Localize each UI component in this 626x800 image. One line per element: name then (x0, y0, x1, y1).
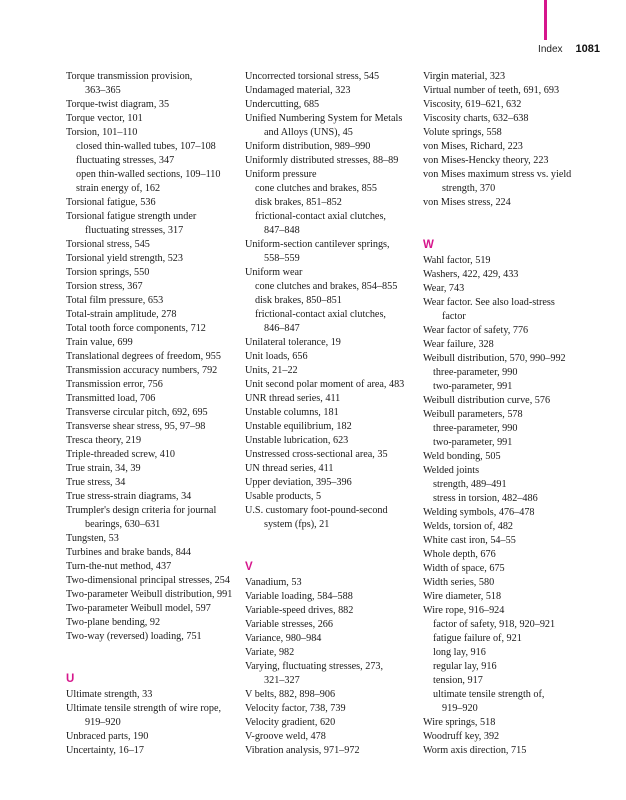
index-subentry: 558–559 (264, 253, 300, 264)
index-entry: Unbraced parts, 190 (66, 731, 149, 742)
index-entry: Wear factor of safety, 776 (423, 325, 529, 336)
index-subentry: cone clutches and brakes, 854–855 (255, 281, 398, 292)
index-entry: Torque transmission provision, (66, 71, 193, 82)
index-entry: Wear failure, 328 (423, 339, 494, 350)
index-entry: Uniform distribution, 989–990 (245, 141, 371, 152)
index-entry: Wire rope, 916–924 (423, 605, 505, 616)
index-entry: V-groove weld, 478 (245, 731, 326, 742)
index-subentry: 919–920 (85, 717, 121, 728)
index-entry: Two-plane bending, 92 (66, 617, 161, 628)
index-subentry: disk brakes, 851–852 (255, 197, 342, 208)
index-entry: Ultimate strength, 33 (66, 689, 153, 700)
index-entry: Ultimate tensile strength of wire rope, (66, 703, 222, 714)
index-entry: Two-parameter Weibull model, 597 (66, 603, 211, 614)
index-subentry: cone clutches and brakes, 855 (255, 183, 377, 194)
index-entry: U.S. customary foot-pound-second (245, 505, 388, 516)
index-subentry: open thin-walled sections, 109–110 (76, 169, 221, 180)
index-entry: Variable-speed drives, 882 (245, 605, 354, 616)
index-entry: True strain, 34, 39 (66, 463, 141, 474)
index-subentry: disk brakes, 850–851 (255, 295, 342, 306)
index-subentry: three-parameter, 990 (433, 423, 518, 434)
index-entry: Trumpler's design criteria for journal (66, 505, 217, 516)
index-entry: Wear, 743 (423, 283, 465, 294)
index-entry: Torsion springs, 550 (66, 267, 150, 278)
index-subentry: system (fps), 21 (264, 519, 330, 530)
index-entry: Wire diameter, 518 (423, 591, 502, 602)
index-entry: Volute springs, 558 (423, 127, 502, 138)
index-subentry: strength, 489–491 (433, 479, 507, 490)
index-entry: Wahl factor, 519 (423, 255, 491, 266)
index-entry: Viscosity charts, 632–638 (423, 113, 529, 124)
index-entry: Unilateral tolerance, 19 (245, 337, 341, 348)
section-letter-heading: V (245, 561, 253, 573)
index-entry: Unstable lubrication, 623 (245, 435, 349, 446)
index-entry: Undamaged material, 323 (245, 85, 351, 96)
index-entry: Viscosity, 619–621, 632 (423, 99, 522, 110)
index-subentry: 847–848 (264, 225, 300, 236)
index-entry: von Mises stress, 224 (423, 197, 511, 208)
index-subentry: ultimate tensile strength of, (433, 689, 545, 700)
index-entry: Usable products, 5 (245, 491, 322, 502)
index-entry: Transverse shear stress, 95, 97–98 (66, 421, 206, 432)
index-entry: Vibration analysis, 971–972 (245, 745, 360, 756)
index-subentry: and Alloys (UNS), 45 (264, 127, 353, 138)
index-subentry: frictional-contact axial clutches, (255, 211, 386, 222)
index-subentry: fluctuating stresses, 347 (76, 155, 175, 166)
index-column-2 (245, 70, 421, 758)
index-entry: Unit loads, 656 (245, 351, 308, 362)
index-entry: Uniform wear (245, 267, 303, 278)
index-entry: UN thread series, 411 (245, 463, 334, 474)
index-subentry: two-parameter, 991 (433, 437, 513, 448)
index-subentry: fluctuating stresses, 317 (85, 225, 184, 236)
index-entry: Torsion stress, 367 (66, 281, 143, 292)
index-entry: Welds, torsion of, 482 (423, 521, 514, 532)
section-letter-heading: U (66, 673, 75, 685)
index-subentry: factor (442, 311, 466, 322)
index-entry: Transmission accuracy numbers, 792 (66, 365, 218, 376)
index-entry: Variable stresses, 266 (245, 619, 333, 630)
index-subentry: strain energy of, 162 (76, 183, 161, 194)
page-number: 1081 (575, 43, 600, 55)
index-entry: Torsional yield strength, 523 (66, 253, 183, 264)
index-entry: Velocity gradient, 620 (245, 717, 336, 728)
index-entry: von Mises, Richard, 223 (423, 141, 523, 152)
index-entry: Uncorrected torsional stress, 545 (245, 71, 380, 82)
index-entry: True stress, 34 (66, 477, 126, 488)
index-entry: Tresca theory, 219 (66, 435, 142, 446)
index-subentry: two-parameter, 991 (433, 381, 513, 392)
index-entry: Tungsten, 53 (66, 533, 119, 544)
index-entry: Two-dimensional principal stresses, 254 (66, 575, 230, 586)
index-subentry: closed thin-walled tubes, 107–108 (76, 141, 216, 152)
index-entry: Welded joints (423, 465, 480, 476)
index-column-1 (66, 70, 242, 758)
index-subentry: bearings, 630–631 (85, 519, 161, 530)
index-entry: Weibull distribution, 570, 990–992 (423, 353, 566, 364)
index-subentry: strength, 370 (442, 183, 496, 194)
index-subentry: fatigue failure of, 921 (433, 633, 522, 644)
running-header (490, 43, 600, 55)
index-entry: Whole depth, 676 (423, 549, 496, 560)
index-entry: V belts, 882, 898–906 (245, 689, 336, 700)
index-entry: Triple-threaded screw, 410 (66, 449, 176, 460)
index-entry: Varying, fluctuating stresses, 273, (245, 661, 384, 672)
index-subentry: factor of safety, 918, 920–921 (433, 619, 556, 630)
section-word: Index (538, 44, 563, 55)
index-entry: Worm axis direction, 715 (423, 745, 527, 756)
index-entry: Train value, 699 (66, 337, 133, 348)
index-entry: Woodruff key, 392 (423, 731, 500, 742)
index-entry: Weld bonding, 505 (423, 451, 501, 462)
section-letter-heading: W (423, 239, 434, 251)
section-spacer (423, 210, 599, 238)
index-entry: Variate, 982 (245, 647, 295, 658)
page-edge-color-bar (544, 0, 547, 40)
section-spacer (245, 532, 421, 560)
index-entry: Total-strain amplitude, 278 (66, 309, 177, 320)
index-subentry: stress in torsion, 482–486 (433, 493, 538, 504)
index-entry: Total tooth force components, 712 (66, 323, 206, 334)
index-entry: Weibull distribution curve, 576 (423, 395, 551, 406)
index-entry: von Mises maximum stress vs. yield (423, 169, 572, 180)
index-entry: Torsion, 101–110 (66, 127, 138, 138)
index-entry: Two-parameter Weibull distribution, 991 (66, 589, 233, 600)
index-entry: Velocity factor, 738, 739 (245, 703, 346, 714)
index-entry: Transmission error, 756 (66, 379, 163, 390)
index-entry: Variable loading, 584–588 (245, 591, 353, 602)
index-entry: Width series, 580 (423, 577, 495, 588)
index-entry: True stress-strain diagrams, 34 (66, 491, 192, 502)
index-entry: Uniformly distributed stresses, 88–89 (245, 155, 399, 166)
index-entry: Width of space, 675 (423, 563, 505, 574)
index-subentry: long lay, 916 (433, 647, 486, 658)
index-entry: Vanadium, 53 (245, 577, 302, 588)
index-entry: Units, 21–22 (245, 365, 298, 376)
index-entry: Two-way (reversed) loading, 751 (66, 631, 202, 642)
index-entry: Torsional fatigue, 536 (66, 197, 156, 208)
index-column-3 (423, 70, 599, 758)
index-entry: Variance, 980–984 (245, 633, 322, 644)
index-entry: Welding symbols, 476–478 (423, 507, 535, 518)
index-entry: Undercutting, 685 (245, 99, 320, 110)
index-entry: White cast iron, 54–55 (423, 535, 516, 546)
index-entry: Translational degrees of freedom, 955 (66, 351, 221, 362)
index-entry: Virgin material, 323 (423, 71, 506, 82)
index-subentry: tension, 917 (433, 675, 483, 686)
index-entry: Torque vector, 101 (66, 113, 143, 124)
index-entry: Unstable equilibrium, 182 (245, 421, 352, 432)
index-entry: Uniform pressure (245, 169, 317, 180)
index-entry: Unstressed cross-sectional area, 35 (245, 449, 388, 460)
index-entry: Weibull parameters, 578 (423, 409, 523, 420)
index-subentry: 919–920 (442, 703, 478, 714)
section-spacer (66, 644, 242, 672)
index-entry: Unit second polar moment of area, 483 (245, 379, 405, 390)
index-entry: Washers, 422, 429, 433 (423, 269, 519, 280)
index-entry: Upper deviation, 395–396 (245, 477, 352, 488)
index-entry: Unstable columns, 181 (245, 407, 339, 418)
index-entry: Transmitted load, 706 (66, 393, 156, 404)
index-subentry: 846–847 (264, 323, 300, 334)
index-entry: Wear factor. See also load-stress (423, 297, 555, 308)
index-entry: Total film pressure, 653 (66, 295, 164, 306)
index-entry: Transverse circular pitch, 692, 695 (66, 407, 208, 418)
index-subentry: 321–327 (264, 675, 300, 686)
index-entry: Unified Numbering System for Metals (245, 113, 403, 124)
index-entry: Wire springs, 518 (423, 717, 496, 728)
index-entry: Turbines and brake bands, 844 (66, 547, 191, 558)
index-entry: UNR thread series, 411 (245, 393, 341, 404)
index-entry: von Mises-Hencky theory, 223 (423, 155, 549, 166)
index-subentry: regular lay, 916 (433, 661, 497, 672)
index-entry: Virtual number of teeth, 691, 693 (423, 85, 560, 96)
index-entry: Turn-the-nut method, 437 (66, 561, 172, 572)
index-entry: Torque-twist diagram, 35 (66, 99, 170, 110)
index-subentry: three-parameter, 990 (433, 367, 518, 378)
index-entry: Uniform-section cantilever springs, (245, 239, 390, 250)
index-subentry: 363–365 (85, 85, 121, 96)
index-entry: Uncertainty, 16–17 (66, 745, 144, 756)
index-subentry: frictional-contact axial clutches, (255, 309, 386, 320)
index-entry: Torsional fatigue strength under (66, 211, 197, 222)
index-entry: Torsional stress, 545 (66, 239, 150, 250)
